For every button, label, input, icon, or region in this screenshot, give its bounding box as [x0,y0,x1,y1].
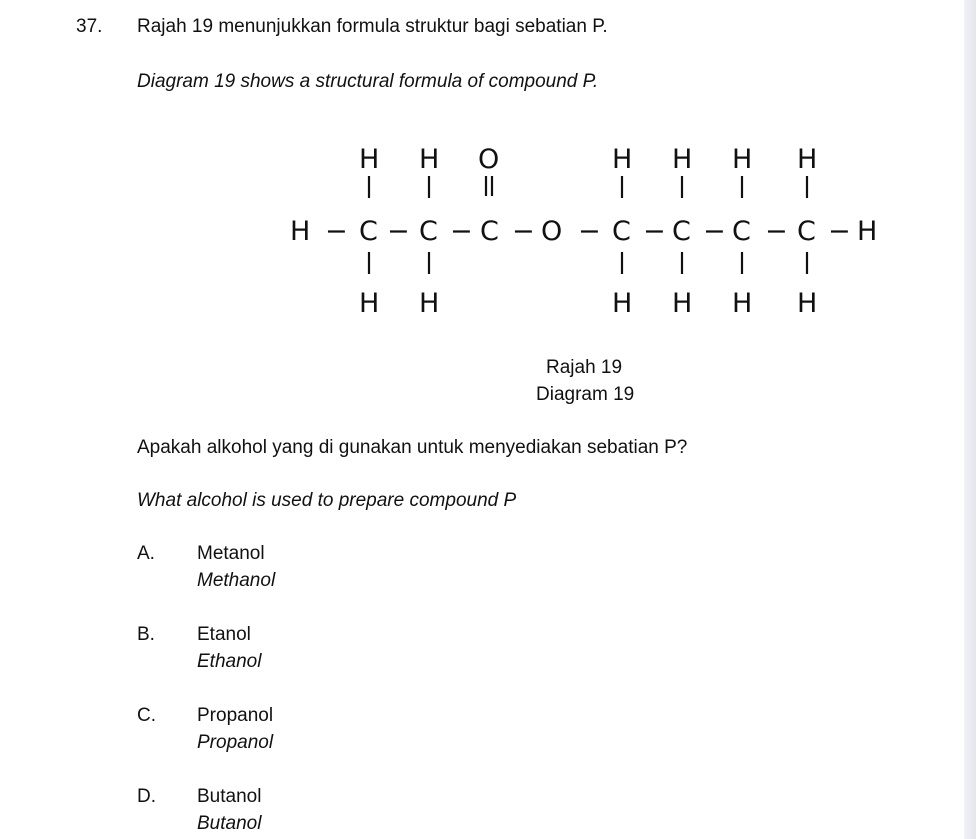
atom-h-bottom-c5: H [672,288,693,319]
atom-c2: C [419,216,438,247]
atom-h-left-end: H [290,216,311,247]
atom-h-top-c7: H [797,144,818,175]
option-b-letter[interactable]: B. [137,624,155,645]
atom-h-top-c2: H [419,144,440,175]
atom-h-bottom-c2: H [419,288,440,319]
atom-h-bottom-c7: H [797,288,818,319]
bond-c6-c7: − [765,216,788,247]
atom-h-right-end: H [857,216,878,247]
bond-c4-c5: − [643,216,666,247]
atom-c5: C [672,216,691,247]
bond-c5-c6: − [703,216,726,247]
atom-h-top-c5: H [672,144,693,175]
atom-h-bottom-c4: H [612,288,633,319]
diagram-caption-english: Diagram 19 [536,384,635,405]
atom-c3: C [480,216,499,247]
option-c-malay[interactable]: Propanol [197,705,274,726]
question-text-english: Diagram 19 shows a structural formula of compound P. [137,71,599,92]
bond-c2-c3: − [450,216,473,247]
atom-h-bottom-c1: H [359,288,380,319]
prompt-text-english: What alcohol is used to prepare compound P [137,490,517,511]
question-number: 37. [76,16,103,37]
question-text-malay: Rajah 19 menunjukkan formula struktur bagi sebatian P. [137,16,608,37]
atom-h-top-c6: H [732,144,753,175]
atom-c6: C [732,216,751,247]
atom-h-bottom-c6: H [732,288,753,319]
bond-c7-h: − [828,216,851,247]
page-edge-shadow [964,0,976,839]
atom-o-ester: O [541,216,563,247]
option-a-malay[interactable]: Metanol [197,543,265,564]
option-a-letter[interactable]: A. [137,543,155,564]
option-c-english: Propanol [197,732,274,753]
diagram-caption-malay: Rajah 19 [546,357,623,378]
option-b-english: Ethanol [197,651,262,672]
atom-c7: C [797,216,816,247]
bond-c1-c2: − [387,216,410,247]
atom-c1: C [359,216,378,247]
atom-o-carbonyl: O [478,144,500,175]
atom-c4: C [612,216,631,247]
option-c-letter[interactable]: C. [137,705,156,726]
option-d-malay[interactable]: Butanol [197,786,262,807]
atom-h-top-c4: H [612,144,633,175]
option-b-malay[interactable]: Etanol [197,624,251,645]
prompt-text-malay: Apakah alkohol yang di gunakan untuk menyediakan sebatian P? [137,437,688,458]
bond-h-c1: − [325,216,348,247]
option-d-letter[interactable]: D. [137,786,156,807]
atom-h-top-c1: H [359,144,380,175]
option-d-english: Butanol [197,813,262,834]
bond-c3-o: − [512,216,535,247]
bond-o-c4: − [578,216,601,247]
option-a-english: Methanol [197,570,276,591]
structural-formula-diagram [0,130,964,330]
